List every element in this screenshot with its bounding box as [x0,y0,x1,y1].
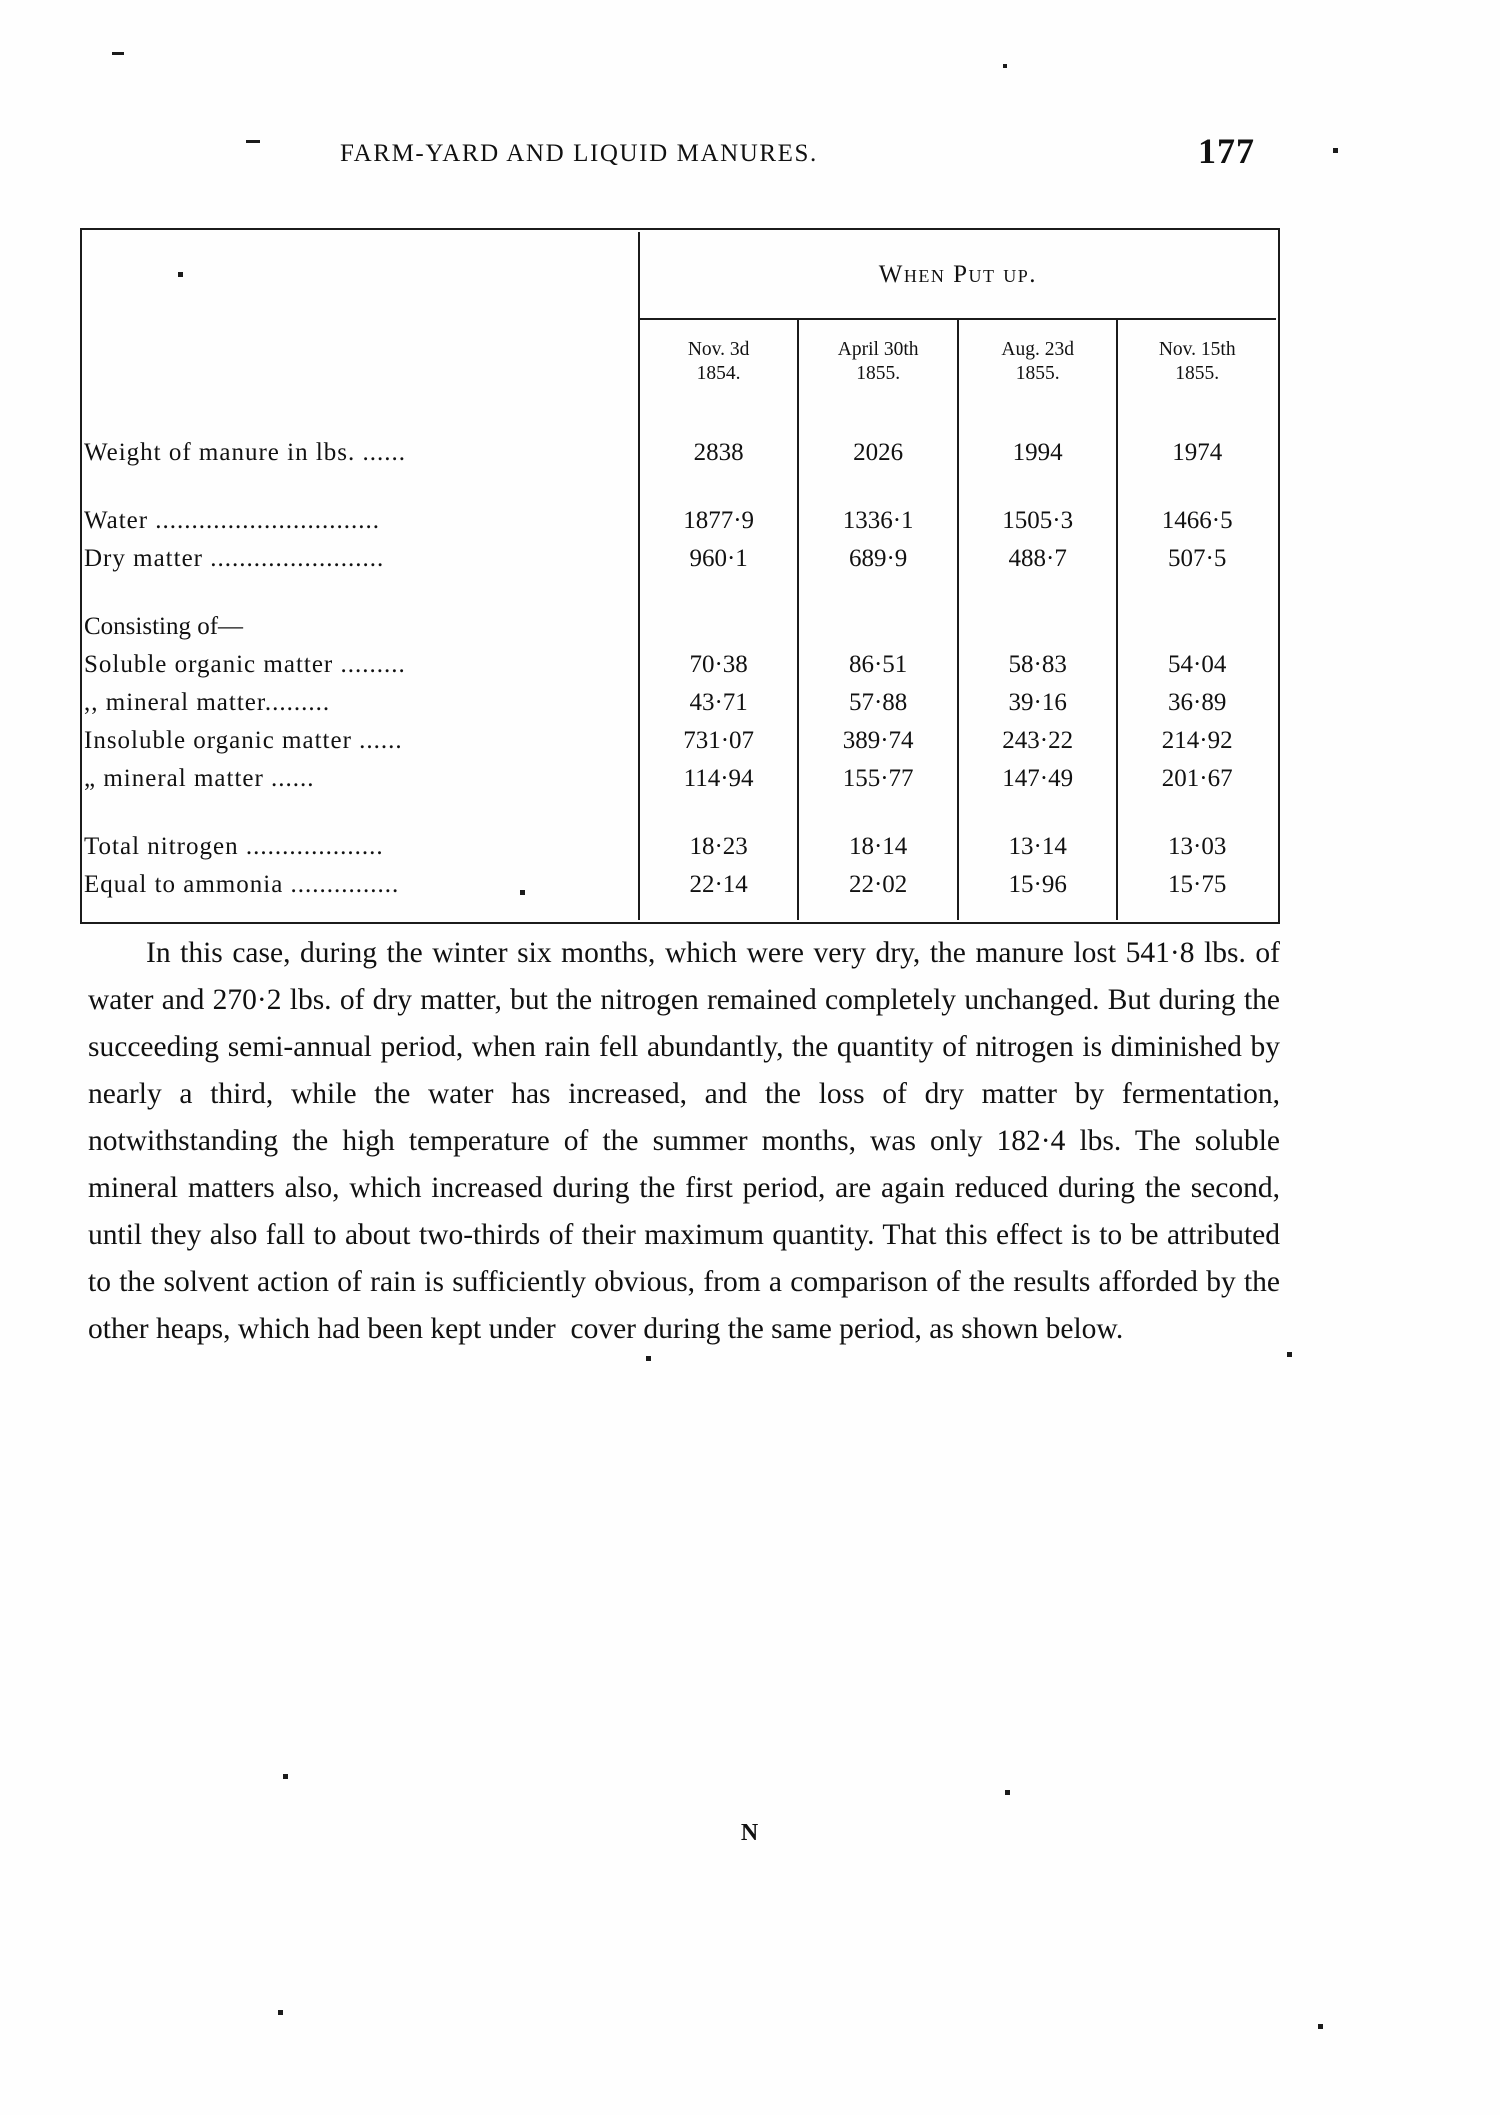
running-head [0,131,1500,180]
cell-sol-org-2: 86·51 [798,646,958,684]
paragraph: In this case, during the winter six months, which were very dry, the manure lost 541·8 lbs. of water and 270·2 lbs. of dry matter, but the nitrogen remained completely unchanged. But during the succeeding semi-annual period, when rain fell abundantly, the quantity of nitrogen is diminished by nearly a third, while the water has increased, and the loss of dry matter by fermentation, notwithstanding the high temperature of the summer months, was only 182·4 lbs. The soluble mineral matters also, which increased during the first period, are again reduced during the second, until they also fall to about two-thirds of their maximum quantity. That this effect is to be attributed to the solvent action of rain is sufficiently obvious, from a comparison of the results afforded by the other heaps, which had been kept under cover during the same period, as shown below. [88,937,1280,1345]
cell-sol-org-1: 70·38 [639,646,799,684]
cell-insol-org-1: 731·07 [639,722,799,760]
cell-weight-1: 2838 [639,420,799,486]
cell-insol-min-2: 155·77 [798,760,958,798]
page-number: 177 [1198,131,1255,171]
column-header-date-1: Nov. 3d 1854. [639,319,799,404]
table-row [84,540,1276,578]
cell-consisting-3 [958,608,1118,646]
table-row [84,608,1276,646]
cell-ammonia-2: 22·02 [798,866,958,904]
cell-insol-min-1: 114·94 [639,760,799,798]
cell-water-3: 1505·3 [958,502,1118,540]
cell-insol-org-3: 243·22 [958,722,1118,760]
blank-label-cell [84,319,639,404]
row-label-consisting-of: Consisting of— [84,613,244,640]
column-header-date-3: Aug. 23d 1855. [958,319,1118,404]
speck [1005,1790,1010,1795]
table-row [84,866,1276,904]
column-header-date-4: Nov. 15th 1855. [1117,319,1276,404]
table-row [84,760,1276,798]
speck [1003,64,1007,68]
cell-nitrogen-2: 18·14 [798,828,958,866]
row-label-soluble-organic-matter: Soluble organic matter ......... [84,651,406,678]
table-row [84,684,1276,722]
corner-cell [84,232,639,319]
cell-weight-3: 1994 [958,420,1118,486]
speck [1287,1352,1292,1357]
row-label-dry-matter: Dry matter ........................ [84,545,385,572]
row-label-soluble-mineral-matter: ,, mineral matter......... [84,689,331,716]
speck [283,1774,288,1779]
cell-insol-org-4: 214·92 [1117,722,1276,760]
row-label-weight-of-manure: Weight of manure in lbs. ...... [84,439,406,466]
row-label-total-nitrogen: Total nitrogen ................... [84,833,384,860]
cell-water-2: 1336·1 [798,502,958,540]
cell-insol-min-4: 201·67 [1117,760,1276,798]
cell-water-1: 1877·9 [639,502,799,540]
cell-sol-org-4: 54·04 [1117,646,1276,684]
cell-nitrogen-3: 13·14 [958,828,1118,866]
row-label-insoluble-organic-matter: Insoluble organic matter ...... [84,727,403,754]
table-header-dates-row [84,319,1276,404]
cell-sol-min-4: 36·89 [1117,684,1276,722]
speck [646,1356,651,1361]
table-row [84,828,1276,866]
cell-nitrogen-4: 13·03 [1117,828,1276,866]
cell-weight-4: 1974 [1117,420,1276,486]
cell-consisting-1 [639,608,799,646]
signature-mark: N [740,1820,760,1846]
row-label-equal-to-ammonia: Equal to ammonia ............... [84,871,400,898]
table-row [84,502,1276,540]
spacer-row [84,486,1276,502]
data-table-container [80,228,1280,924]
column-header-date-2: April 30th 1855. [798,319,958,404]
body-text [88,930,1280,1353]
cell-dry-4: 507·5 [1117,540,1276,578]
speck [278,2010,283,2015]
table-row [84,722,1276,760]
table-row [84,420,1276,486]
row-label-water: Water ............................... [84,507,381,534]
table-header-group-row [84,232,1276,319]
cell-sol-min-1: 43·71 [639,684,799,722]
group-header-when-put-up: When Put up. [639,232,1276,319]
cell-water-4: 1466·5 [1117,502,1276,540]
cell-insol-min-3: 147·49 [958,760,1118,798]
manure-analysis-table [84,232,1276,920]
cell-nitrogen-1: 18·23 [639,828,799,866]
spacer-row [84,578,1276,608]
spacer-row [84,798,1276,828]
row-label-insoluble-mineral-matter: „ mineral matter ...... [84,765,315,792]
cell-sol-org-3: 58·83 [958,646,1118,684]
table-row [84,646,1276,684]
cell-sol-min-2: 57·88 [798,684,958,722]
cell-ammonia-3: 15·96 [958,866,1118,904]
cell-ammonia-4: 15·75 [1117,866,1276,904]
cell-weight-2: 2026 [798,420,958,486]
spacer-row [84,904,1276,920]
speck [1318,2024,1323,2029]
cell-sol-min-3: 39·16 [958,684,1118,722]
cell-consisting-2 [798,608,958,646]
spacer-row [84,404,1276,420]
cell-consisting-4 [1117,608,1276,646]
speck [112,52,124,55]
cell-insol-org-2: 389·74 [798,722,958,760]
cell-ammonia-1: 22·14 [639,866,799,904]
cell-dry-3: 488·7 [958,540,1118,578]
cell-dry-2: 689·9 [798,540,958,578]
page-title: FARM-YARD AND LIQUID MANURES. [340,140,818,167]
cell-dry-1: 960·1 [639,540,799,578]
